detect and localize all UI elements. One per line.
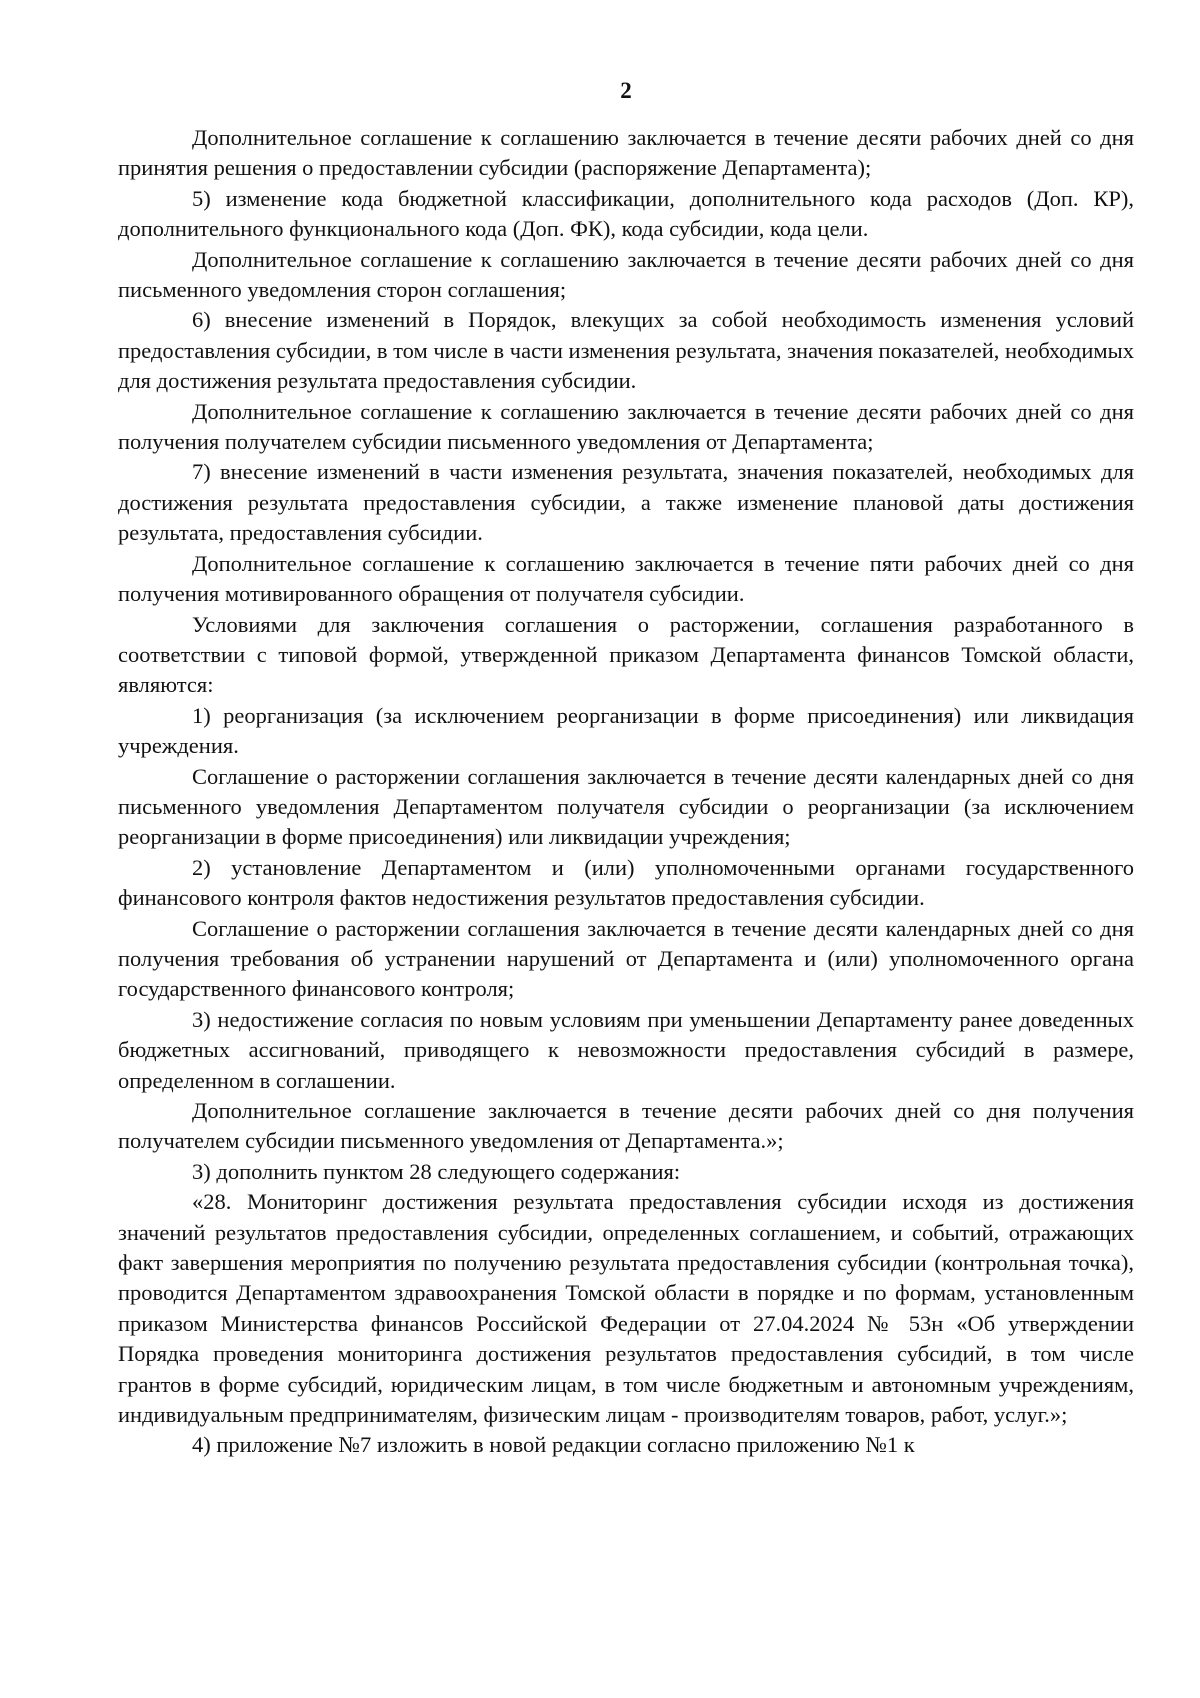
paragraph-amendment-3: 3) дополнить пунктом 28 следующего содержания: — [192, 1158, 681, 1184]
paragraph-item-5: 5) изменение кода бюджетной классификации, дополнительного кода расходов (Доп. КР), дополнительного функционального кода (Доп. ФК), кода субсидии, кода цели. — [118, 185, 1134, 242]
paragraph-condition-3: 3) недостижение согласия по новым условиям при уменьшении Департаменту ранее доведенных бюджетных ассигнований, приводящего к невозможности предоставления субсидий в размере, определенном в соглашении. — [118, 1006, 1134, 1093]
paragraph-termination-reorganization: Соглашение о расторжении соглашения заключается в течение десяти календарных дней со дня письменного уведомления Департаментом получателя субсидии о реорганизации (за исключением реорганизации в форме присоединения) или ликвидации учреждения; — [118, 763, 1134, 850]
paragraph-termination-conditions: Условиями для заключения соглашения о расторжении, соглашения разработанного в соответствии с типовой формой, утвержденной приказом Департамента финансов Томской области, являются: — [118, 611, 1134, 698]
paragraph-agreement-ten-days: Дополнительное соглашение заключается в течение десяти рабочих дней со дня получения получателем субсидии письменного уведомления от Департамента.»; — [118, 1098, 1134, 1154]
paragraph-agreement-decision: Дополнительное соглашение к соглашению заключается в течение десяти рабочих дней со дня принятия решения о предоставлении субсидии (распоряжение Департамента); — [118, 125, 1134, 181]
paragraph-condition-2: 2) установление Департаментом и (или) уполномоченными органами государственного финансового контроля фактов недостижения результатов предоставления субсидии. — [118, 854, 1134, 911]
paragraph-condition-1: 1) реорганизация (за исключением реорганизации в форме присоединения) или ликвидация учреждения. — [118, 702, 1134, 759]
paragraph-agreement-notice: Дополнительное соглашение к соглашению заключается в течение десяти рабочих дней со дня письменного уведомления сторон соглашения; — [118, 246, 1134, 303]
paragraph-item-6: 6) внесение изменений в Порядок, влекущих за собой необходимость изменения условий предоставления субсидии, в том числе в части изменения результата, значения показателей, необходимых для достижения результата предоставления субсидии. — [118, 307, 1134, 394]
paragraph-agreement-department: Дополнительное соглашение к соглашению заключается в течение десяти рабочих дней со дня получения получателем субсидии письменного уведомления от Департамента; — [118, 398, 1134, 455]
paragraph-clause-28: «28. Мониторинг достижения результата предоставления субсидии исходя из достижения значений результатов предоставления субсидии, определенных соглашением, и событий, отражающих факт завершения мероприятия по получению результата предоставления субсидии (контрольная точка), проводится Департаментом здравоохранения Томской области в порядке и по формам, установленным приказом Министерства финансов Российской Федерации от 27.04.2024 № 53н «Об утверждении Порядка проведения мониторинга достижения результатов предоставления субсидий, в том числе грантов в форме субсидий, юридическим лицам, в том числе бюджетным и автономным учреждениям, индивидуальным предпринимателям, физическим лицам - производителям товаров, работ, услуг.»; — [118, 1189, 1134, 1428]
paragraph-agreement-five-days: Дополнительное соглашение к соглашению заключается в течение пяти рабочих дней со дня получения мотивированного обращения от получателя субсидии. — [118, 550, 1134, 607]
paragraph-amendment-4: 4) приложение №7 изложить в новой редакции согласно приложению №1 к — [192, 1432, 915, 1458]
paragraph-item-7: 7) внесение изменений в части изменения результата, значения показателей, необходимых для достижения результата предоставления субсидии, а также изменение плановой даты достижения результата, предоставления субсидии. — [118, 459, 1134, 546]
page-number: 2 — [620, 78, 632, 103]
paragraph-termination-violations: Соглашение о расторжении соглашения заключается в течение десяти календарных дней со дня получения требования об устранении нарушений от Департамента и (или) уполномоченного органа государственного финансового контроля; — [118, 915, 1134, 1002]
